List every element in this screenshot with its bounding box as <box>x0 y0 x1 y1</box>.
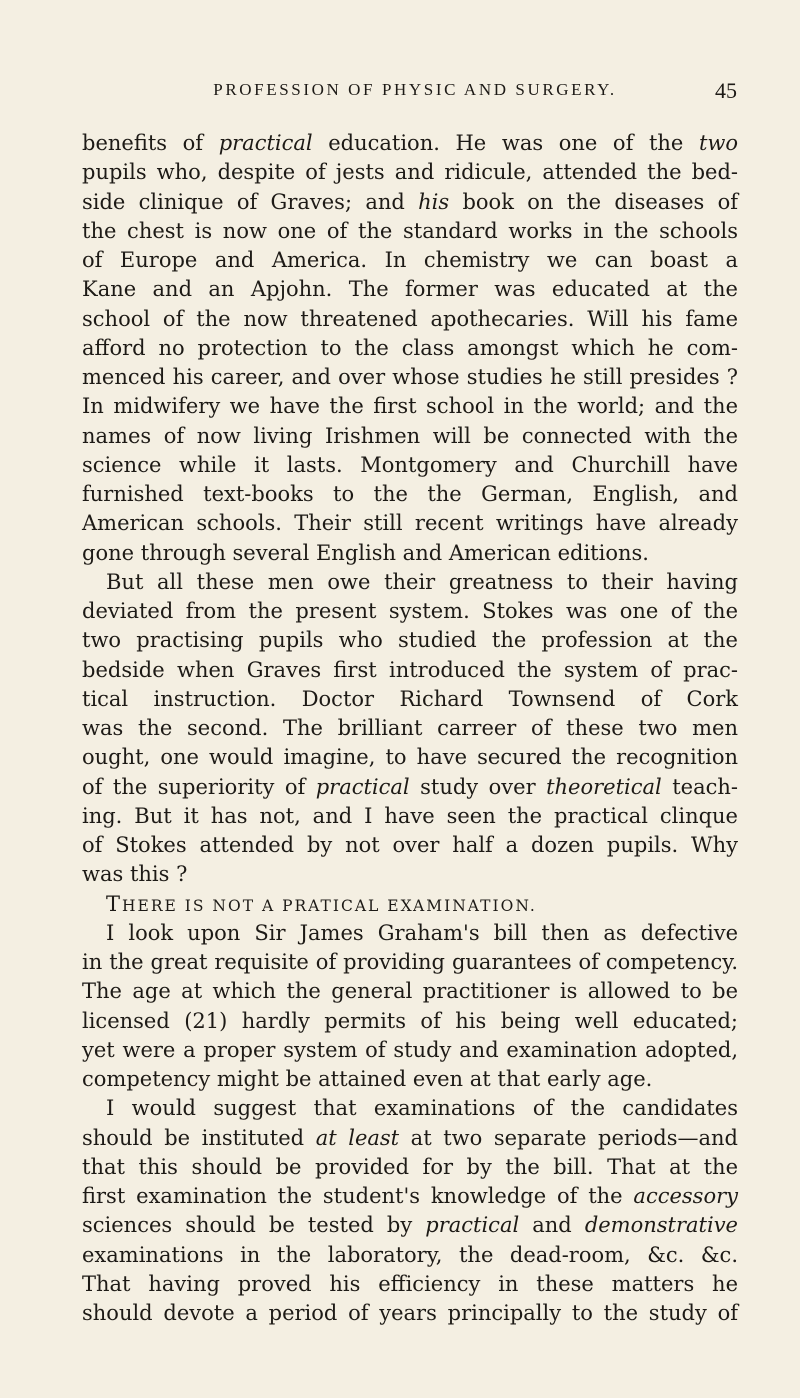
italic-text: accessory <box>633 1184 738 1208</box>
text-line <box>82 656 738 685</box>
text-segment: I look upon Sir James Graham's bill then as defective <box>106 920 738 945</box>
text-segment: competency might be attained even at that early age. <box>82 1067 653 1091</box>
text-segment: of Europe and America. In chemistry we can boast a <box>82 248 738 272</box>
body-text <box>82 129 738 1328</box>
text-line <box>82 1124 738 1153</box>
text-segment: and <box>519 1213 585 1238</box>
text-segment: of the superiority of <box>82 774 316 799</box>
italic-text: at least <box>315 1125 400 1150</box>
text-segment: of Stokes attended by not over half a dozen pupils. Why <box>82 833 738 857</box>
text-line <box>82 480 738 509</box>
text-line <box>82 568 738 597</box>
text-segment: American schools. Their still recent writings have already <box>82 511 738 536</box>
running-head <box>147 80 737 110</box>
text-segment: sciences should be tested by <box>82 1213 426 1238</box>
text-line <box>82 334 738 363</box>
text-line <box>82 743 738 772</box>
text-line <box>82 451 738 480</box>
text-segment: in the great requisite of providing guarantees of competency. <box>82 950 738 974</box>
text-line <box>82 246 738 275</box>
text-segment: examinations in the laboratory, the dead-room, &c. &c. <box>82 1242 738 1267</box>
italic-text: practical <box>218 131 313 155</box>
text-segment: The age at which the general practitioner is allowed to be <box>82 979 738 1004</box>
text-line <box>82 539 738 568</box>
text-line <box>82 1270 738 1299</box>
text-line <box>82 948 738 977</box>
text-segment: school of the now threatened apothecaries. Will his fame <box>82 306 738 331</box>
text-segment: I would suggest that examinations of the candidates <box>106 1096 738 1121</box>
text-segment: HERE IS NOT A PRATICAL EXAMINATION. <box>122 896 537 915</box>
text-line <box>82 1153 738 1182</box>
text-segment: teach- <box>661 774 738 799</box>
text-segment: education. He was one of the <box>312 131 699 155</box>
text-line <box>82 714 738 743</box>
text-line <box>82 1241 738 1270</box>
text-line <box>82 275 738 304</box>
text-line <box>82 919 738 948</box>
text-segment: the chest is now one of the standard works in the schools <box>82 218 738 243</box>
text-line <box>82 802 738 831</box>
text-segment: should be instituted <box>82 1125 316 1150</box>
text-segment: benefits of <box>82 131 219 155</box>
text-segment: pupils who, despite of jests and ridicule, attended the bed- <box>82 160 738 185</box>
text-line <box>82 217 738 246</box>
text-segment: tical instruction. Doctor Richard Townsend of Cork <box>82 686 738 711</box>
text-segment: names of now living Irishmen will be connected with the <box>82 423 738 448</box>
text-segment: deviated from the present system. Stokes was one of the <box>82 599 738 623</box>
text-line <box>82 422 738 451</box>
text-segment: two practising pupils who studied the profession at the <box>82 628 738 653</box>
text-segment: study over <box>409 774 547 799</box>
text-line <box>82 363 738 392</box>
heading-initial: T <box>106 891 123 916</box>
text-segment: was this ? <box>82 862 188 887</box>
text-line <box>82 1211 738 1240</box>
italic-text: demonstrative <box>584 1213 738 1238</box>
text-segment: first examination the student's knowledge of the <box>82 1184 634 1208</box>
text-segment: ing. But it has not, and I have seen the practical clinque <box>82 803 738 828</box>
text-segment: furnished text-books to the the German, English, and <box>82 482 738 506</box>
text-line <box>82 1036 738 1065</box>
section-heading <box>82 890 738 919</box>
text-line <box>82 1182 738 1211</box>
text-line <box>82 188 738 217</box>
text-segment: side clinique of Graves; and <box>82 189 419 214</box>
text-segment: In midwifery we have the first school in the world; and the <box>82 394 738 419</box>
text-line <box>82 509 738 538</box>
text-line <box>82 392 738 421</box>
text-segment: gone through several English and American editions. <box>82 540 649 565</box>
text-segment: yet were a proper system of study and examination adopted, <box>82 1037 738 1062</box>
text-segment: should devote a period of years principally to the study of <box>82 1301 738 1325</box>
text-segment: But all these men owe their greatness to their having <box>106 569 738 594</box>
text-segment: afford no protection to the class amongst which he com- <box>82 335 738 360</box>
italic-text: practical <box>425 1213 520 1238</box>
text-segment: That having proved his efficiency in these matters he <box>82 1271 738 1296</box>
italic-text: theoretical <box>546 774 662 799</box>
text-segment: Kane and an Apjohn. The former was educated at the <box>82 277 738 302</box>
text-line <box>82 129 738 158</box>
italic-text: his <box>418 189 450 214</box>
italic-text: practical <box>315 774 410 799</box>
italic-text: two <box>698 131 739 155</box>
text-segment: bedside when Graves first introduced the system of prac- <box>82 657 738 682</box>
text-line <box>82 773 738 802</box>
text-line <box>82 1065 738 1094</box>
text-line <box>82 597 738 626</box>
text-segment: science while it lasts. Montgomery and Churchill have <box>82 452 738 477</box>
text-segment: was the second. The brilliant carreer of these two men <box>82 716 738 740</box>
text-segment: book on the diseases of <box>449 189 738 214</box>
text-line <box>82 158 738 187</box>
text-line <box>82 831 738 860</box>
text-line <box>82 977 738 1006</box>
text-segment: ought, one would imagine, to have secured the recognition <box>82 745 738 770</box>
page-number: 45 <box>715 78 737 103</box>
text-segment: licensed (21) hardly permits of his being well educated; <box>82 1008 738 1033</box>
text-line <box>82 685 738 714</box>
text-line <box>82 1094 738 1123</box>
text-line <box>82 1007 738 1036</box>
running-title: PROFESSION OF PHYSIC AND SURGERY. <box>213 80 617 99</box>
text-line <box>82 626 738 655</box>
text-line <box>82 860 738 889</box>
text-segment: at two separate periods—and <box>399 1125 738 1150</box>
text-line <box>82 305 738 334</box>
text-segment: that this should be provided for by the bill. That at the <box>82 1154 738 1179</box>
text-segment: menced his career, and over whose studies he still presides ? <box>82 365 738 389</box>
text-line <box>82 1299 738 1328</box>
